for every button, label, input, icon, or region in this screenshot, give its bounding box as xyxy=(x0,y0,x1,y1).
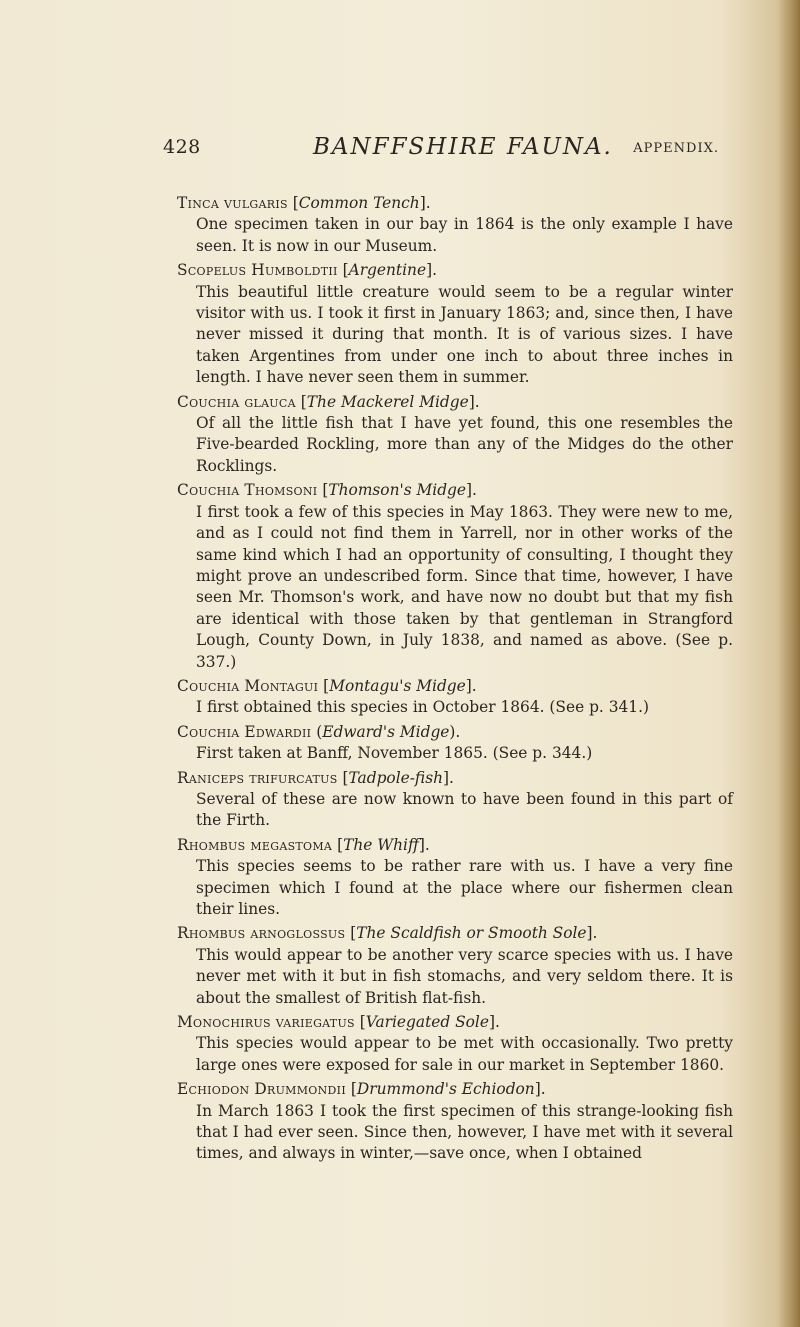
species-name: megastoma xyxy=(250,835,333,854)
entry-heading xyxy=(177,768,733,789)
close-bracket: ]. xyxy=(419,194,431,212)
close-bracket: ]. xyxy=(443,768,454,787)
entry-heading xyxy=(177,193,733,214)
close-bracket: ]. xyxy=(468,392,480,411)
species-entry xyxy=(177,480,733,673)
genus-name: Rhombus xyxy=(177,835,246,854)
common-name: The Whiff xyxy=(343,835,419,854)
entry-text: This would appear to be another very scarce species with us. I have never met with it but in fish stomachs, and very seldom there. It is about the smallest of British flat-fish. xyxy=(196,945,733,1007)
close-bracket: ]. xyxy=(466,481,477,500)
open-bracket: [ xyxy=(350,924,357,943)
entry-heading xyxy=(177,923,733,944)
entry-heading xyxy=(177,1079,733,1100)
species-entry xyxy=(177,768,733,832)
entry-heading xyxy=(177,392,733,413)
open-bracket: [ xyxy=(342,261,349,280)
close-bracket: ]. xyxy=(465,676,477,695)
genus-name: Echiodon xyxy=(177,1080,250,1099)
species-entry xyxy=(177,835,733,921)
entry-text: Of all the little fish that I have yet found, this one resembles the Five-bearded Rockling, more than any of the Midges do the other Rocklings. xyxy=(196,414,733,475)
genus-name: Monochirus xyxy=(177,1013,271,1032)
common-name: The Mackerel Midge xyxy=(306,392,469,411)
species-entry xyxy=(177,1079,733,1165)
entry-heading xyxy=(177,1012,733,1033)
open-bracket: [ xyxy=(359,1013,366,1032)
common-name: Tadpole-fish xyxy=(348,768,444,787)
common-name: Variegated Sole xyxy=(365,1013,489,1032)
species-name: vulgaris xyxy=(224,194,288,212)
genus-name: Couchia xyxy=(177,481,240,500)
species-name: glauca xyxy=(244,392,296,411)
entry-text: This species would appear to be met with occasionally. Two pretty large ones were exposed for sale in our market in September 1860. xyxy=(196,1034,733,1074)
close-bracket: ]. xyxy=(488,1013,500,1032)
species-name: Thomsoni xyxy=(244,481,318,500)
close-bracket: ]. xyxy=(586,924,598,943)
entry-text: I first took a few of this species in May 1863. They were new to me, and as I could not find them in Yarrell, nor in other works of the same kind which I had an opportunity of consulting, I thought they might prove an undescribed form. Since that time, however, I have seen Mr. Thomson's work, and have now no doubt but that my fish are identical with those taken by that gentleman in Strangford Lough, County Down, in July 1838, and named as above. (See p. 337.) xyxy=(196,502,733,671)
species-name: Edwardii xyxy=(244,722,312,741)
species-entry xyxy=(177,392,733,478)
entry-heading xyxy=(177,480,733,501)
open-bracket: [ xyxy=(322,481,329,500)
close-bracket: ]. xyxy=(418,835,430,854)
entry-heading xyxy=(177,835,733,856)
common-name: Montagu's Midge xyxy=(329,676,466,695)
open-bracket: [ xyxy=(350,1080,357,1099)
common-name: The Scaldfish or Smooth Sole xyxy=(356,924,587,943)
genus-name: Scopelus xyxy=(177,261,247,280)
genus-name: Couchia xyxy=(177,722,240,741)
close-bracket: ]. xyxy=(534,1080,546,1099)
entry-text: Several of these are now known to have been found in this part of the Firth. xyxy=(196,789,733,830)
common-name: Argentine xyxy=(348,261,427,280)
entry-text: This species seems to be rather rare with us. I have a very fine specimen which I found at the place where our fishermen clean their lines. xyxy=(196,857,733,918)
running-title: BANFFSHIRE FAUNA. xyxy=(313,134,613,160)
genus-name: Couchia xyxy=(177,676,240,695)
page-number: 428 xyxy=(163,136,201,158)
open-bracket: ( xyxy=(316,722,323,741)
open-bracket: [ xyxy=(292,194,299,212)
page-body xyxy=(177,193,733,1168)
page-edge-shadow xyxy=(778,0,800,1327)
section-label: APPENDIX. xyxy=(633,141,719,156)
common-name: Edward's Midge xyxy=(322,722,450,741)
species-name: Montagui xyxy=(244,676,319,695)
entry-heading xyxy=(177,722,733,743)
entry-text: One specimen taken in our bay in 1864 is the only example I have seen. It is now in our Museum. xyxy=(196,215,733,255)
species-entry xyxy=(177,1012,733,1076)
species-entry xyxy=(177,923,733,1009)
species-name: trifurcatus xyxy=(249,768,338,787)
genus-name: Rhombus xyxy=(177,924,246,943)
page-header xyxy=(163,134,723,174)
common-name: Drummond's Echiodon xyxy=(356,1080,535,1099)
species-entry xyxy=(177,722,733,765)
close-bracket: ]. xyxy=(426,261,437,280)
species-name: variegatus xyxy=(275,1013,355,1032)
open-bracket: [ xyxy=(300,392,307,411)
common-name: Common Tench xyxy=(298,194,420,212)
entry-text: This beautiful little creature would seem to be a regular winter visitor with us. I took it first in January 1863; and, since then, I have never missed it during that month. It is of various sizes. I have taken Argentines from under one inch to about three inches in length. I have never seen them in summer. xyxy=(196,282,733,387)
entry-text: In March 1863 I took the first specimen of this strange-looking fish that I had ever seen. Since then, however, I have met with it several times, and always in winter,—save once, when I obtained xyxy=(196,1101,733,1163)
species-name: Humboldtii xyxy=(251,261,338,280)
genus-name: Couchia xyxy=(177,392,240,411)
entry-heading xyxy=(177,260,733,281)
species-entry xyxy=(177,193,733,257)
open-bracket: [ xyxy=(323,676,330,695)
common-name: Thomson's Midge xyxy=(328,481,467,500)
close-bracket: ). xyxy=(449,722,461,741)
species-name: Drummondii xyxy=(254,1080,346,1099)
entry-heading xyxy=(177,676,733,697)
species-entry xyxy=(177,260,733,388)
species-name: arnoglossus xyxy=(250,924,346,943)
entry-text: First taken at Banff, November 1865. (See p. 344.) xyxy=(196,744,593,763)
species-entry xyxy=(177,676,733,719)
open-bracket: [ xyxy=(342,768,349,787)
entry-text: I first obtained this species in October 1864. (See p. 341.) xyxy=(196,698,649,717)
genus-name: Tinca xyxy=(177,194,220,212)
open-bracket: [ xyxy=(337,835,344,854)
genus-name: Raniceps xyxy=(177,768,245,787)
